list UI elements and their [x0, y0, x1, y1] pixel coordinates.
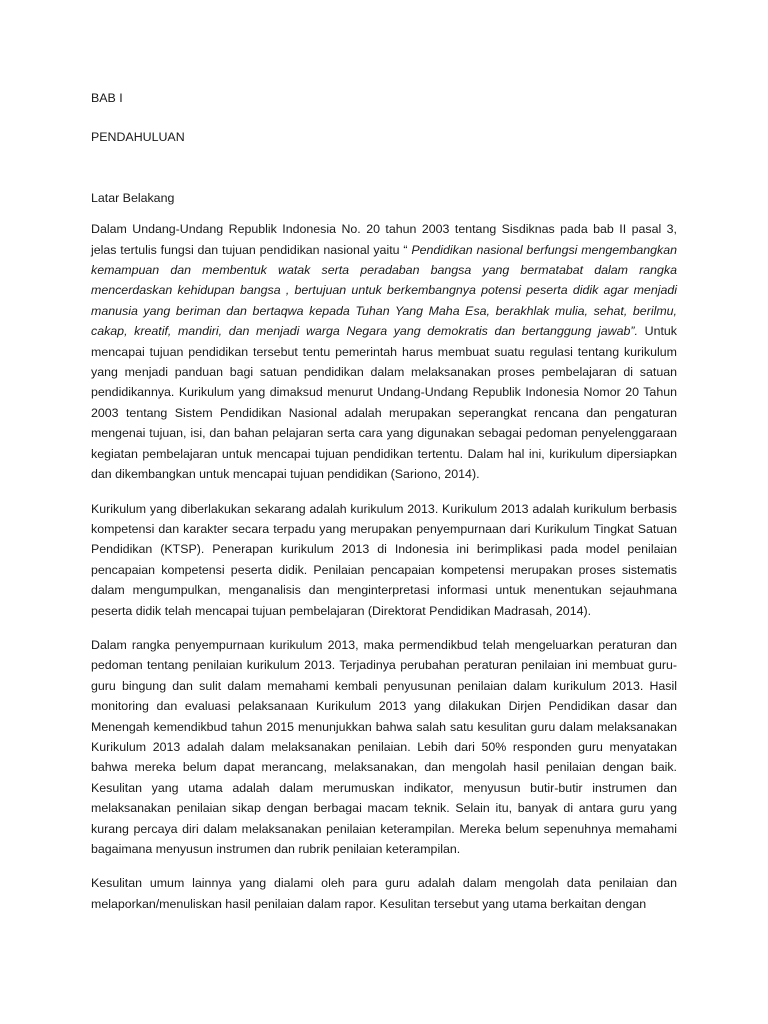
paragraph-2: Kurikulum yang diberlakukan sekarang adalah kurikulum 2013. Kurikulum 2013 adalah kurikulum berbasis kompetensi dan karakter secara terpadu yang merupakan penyempurnaan dari Kurikulum Tingkat Satuan Pendidikan (KTSP). Penerapan kurikulum 2013 di Indonesia ini berimplikasi pada model penilaian pencapaian kompetensi peserta didik. Penilaian pencapaian kompetensi merupakan proses sistematis dalam mengumpulkan, menganalisis dan menginterpretasi informasi untuk menentukan sejauhmana peserta didik telah mencapai tujuan pembelajaran (Direktorat Pendidikan Madrasah, 2014).: [91, 501, 677, 618]
chapter-number: BAB I: [91, 91, 123, 105]
chapter-title: PENDAHULUAN: [91, 130, 185, 145]
document-page: [91, 88, 677, 914]
paragraph-1: [91, 219, 677, 484]
paragraph-1-rest: Untuk mencapai tujuan pendidikan tersebut tentu pemerintah harus membuat suatu regulasi tentang kurikulum yang menjadi panduan bagi satuan pendidikan dalam melaksanakan proses pembelajaran di satuan pendidikannya. Kurikulum yang dimaksud menurut Undang-Undang Republik Indonesia Nomor 20 Tahun 2003 tentang Sistem Pendidikan Nasional adalah merupakan seperangkat rencana dan pengaturan mengenai tujuan, isi, dan bahan pelajaran serta cara yang digunakan sebagai pedoman penyelenggaraan kegiatan pembelajaran untuk mencapai tujuan pendidikan tertentu. Dalam hal ini, kurikulum dipersiapkan dan dikembangkan untuk mencapai tujuan pendidikan (Sariono, 2014).: [91, 324, 677, 482]
paragraph-3: Dalam rangka penyempurnaan kurikulum 2013, maka permendikbud telah mengeluarkan peraturan dan pedoman tentang penilaian kurikulum 2013. Terjadinya perubahan peraturan penilaian ini membuat guru-guru bingung dan sulit dalam memahami kembali penyusunan penilaian dalam kurikulum 2013. Hasil monitoring dan evaluasi pelaksanaan Kurikulum 2013 yang dilakukan Dirjen Pendidikan dasar dan Menengah kemendikbud tahun 2015 menunjukkan bahwa salah satu kesulitan guru dalam melaksanakan Kurikulum 2013 adalah dalam melaksanakan penilaian. Lebih dari 50% responden guru menyatakan bahwa mereka belum dapat merancang, melaksanakan, dan mengolah hasil penilaian dengan baik. Kesulitan yang utama adalah dalam merumuskan indikator, menyusun butir-butir instrumen dan melaksanakan penilaian sikap dengan berbagai macam teknik. Selain itu, banyak di antara guru yang kurang percaya diri dalam melaksanakan penilaian keterampilan. Mereka belum sepenuhnya memahami bagaimana menyusun instrumen dan rubrik penilaian keterampilan.: [91, 637, 677, 856]
paragraph-4: Kesulitan umum lainnya yang dialami oleh para guru adalah dalam mengolah data penilaian dan melaporkan/menuliskan hasil penilaian dalam rapor. Kesulitan tersebut yang utama berkaitan dengan: [91, 876, 677, 911]
paragraph-1-lead: Dalam Undang-Undang Republik Indonesia No. 20 tahun 2003 tentang Sisdiknas pada bab II pasal 3, jelas tertulis fungsi dan tujuan pendidikan nasional yaitu “: [91, 222, 677, 257]
section-title: Latar Belakang: [91, 190, 175, 205]
paragraph-1-quote: Pendidikan nasional berfungsi mengembangkan kemampuan dan membentuk watak serta peradaban bangsa yang bermatabat dalam rangka mencerdaskan kehidupan bangsa , bertujuan untuk berkembangnya potensi peserta didik agar menjadi manusia yang beriman dan bertaqwa kepada Tuhan Yang Maha Esa, berakhlak mulia, sehat, berilmu, cakap, kreatif, mandiri, dan menjadi warga Negara yang demokratis dan bertanggung jawab”.: [91, 242, 677, 339]
